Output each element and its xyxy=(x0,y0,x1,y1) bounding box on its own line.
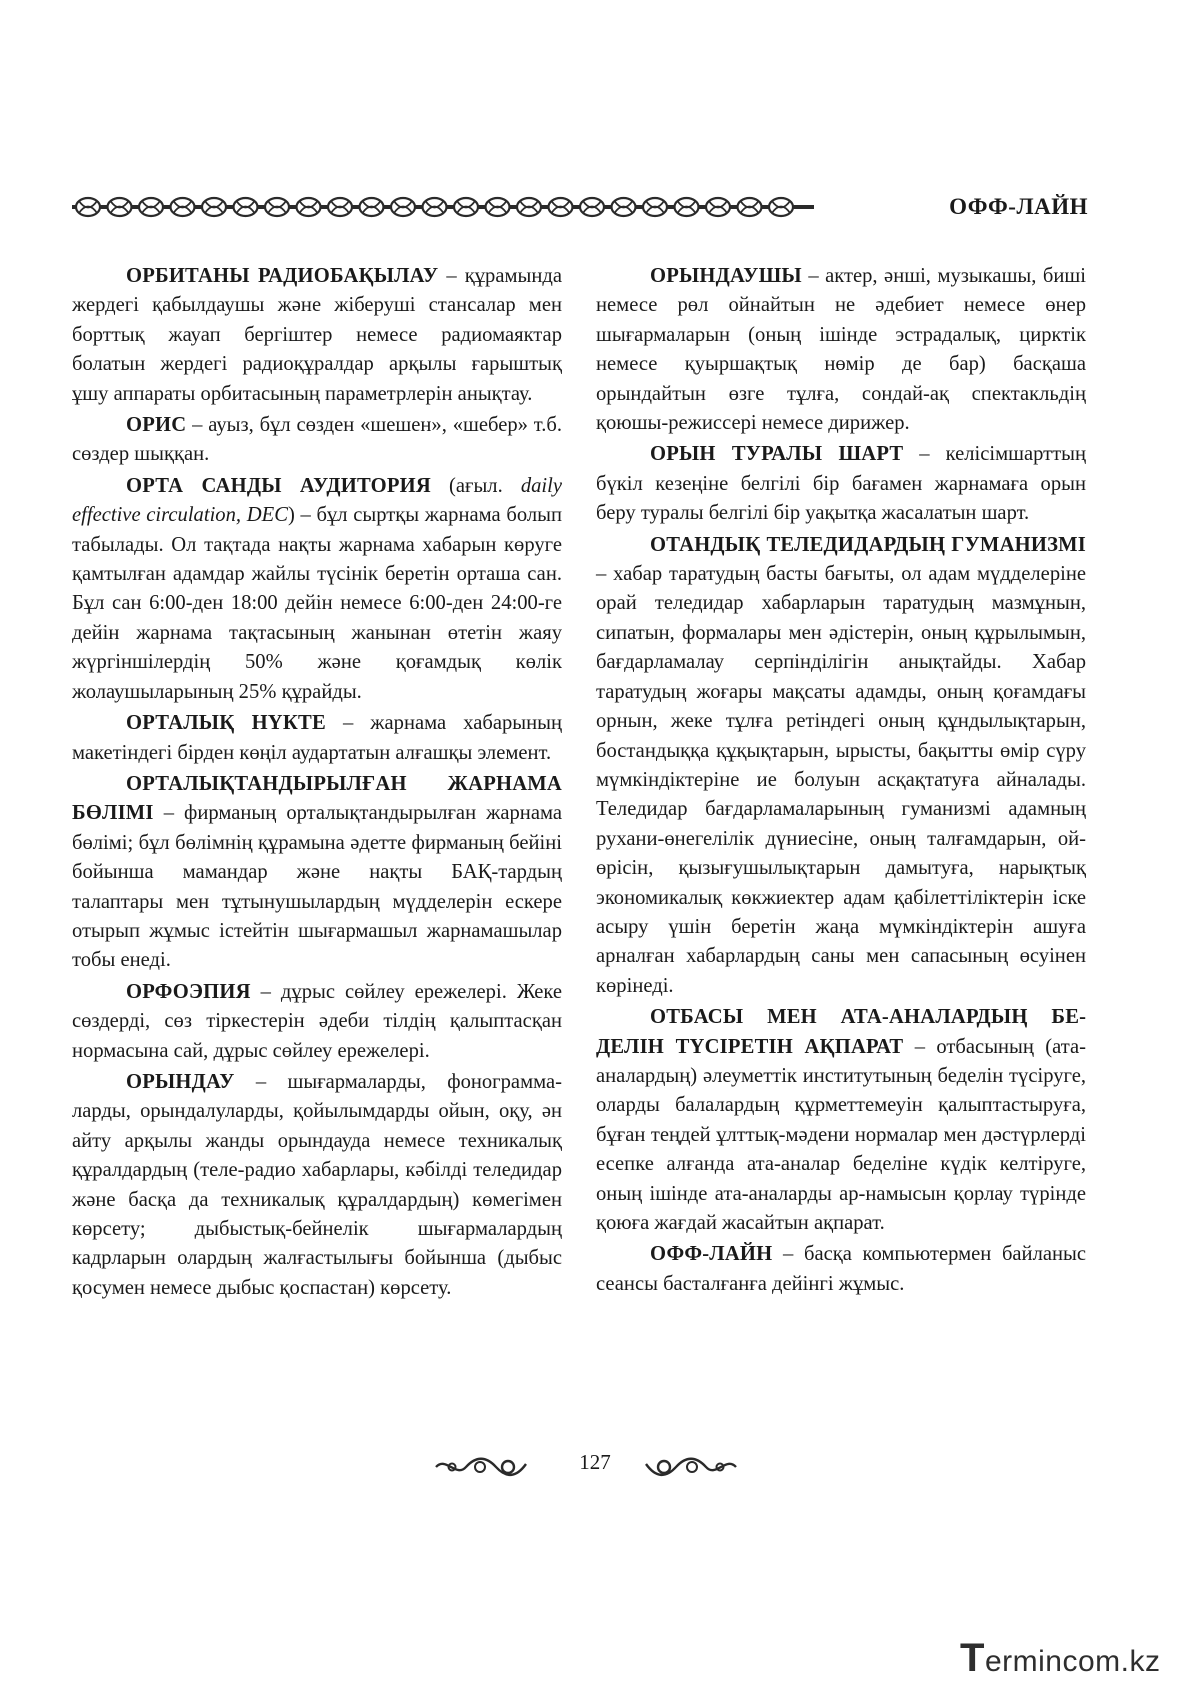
dictionary-entry xyxy=(72,472,562,707)
dictionary-entry xyxy=(72,262,562,409)
dictionary-entry xyxy=(72,770,562,976)
left-column xyxy=(72,262,562,1305)
watermark-text: ermincom.kz xyxy=(984,1645,1161,1678)
site-watermark xyxy=(960,1636,1160,1681)
entry-definition: (ағыл. daily effective circulation, DEC) – бұл сыртқы жарнама болып табылады. Ол тақтада нақты жарнама хабарын көруге қамтылған адамдар жайлы түсінік беретін орташа сан. Бұл сан 6:00-ден 18:00 дейін немесе 6:00-ден 24:00-ге дейін жарнама тақтасының жанынан өтетін жаяу жүргіншілердің 50% және қоғамдық көлік жолаушыларының 25% құрайды. xyxy=(72,474,562,703)
dictionary-entry xyxy=(72,1068,562,1303)
dictionary-entry xyxy=(72,411,562,470)
entry-definition: – хабар таратудың басты бағыты, ол адам мүдделеріне орай теледидар хабарларын таратудың мазмұнын, сипатын, формалары мен әдістерін, оның құрылымын, бағдарламалау серпінділігін анықтайды. Хабар таратудың жоғары мақсаты адамды, оның қоғамдағы орнын, жеке тұлға ретіндегі оның құндылықтарын, бостандыққа құқықтарын, ырысты, бақытты өмір сүру мүмкіндіктеріне ие болуын асқақтатуға айналады. Теледидар бағдарламаларының гуманизмі адамның рухани-өнегелілік дүниесіне, оның талғамдарын, ой-өрісін, қызығушылықтарын дамытуға, нарықтық экономикалық көкжиектер адам қабілеттіліктерін іске асыру үшін беретін жаңа мүмкіндіктерін ашуға арналған хабарлардың саны мен сапасының өсуінен көрінеді. xyxy=(596,563,1086,997)
dictionary-entry xyxy=(596,262,1086,438)
right-column xyxy=(596,262,1086,1301)
entry-definition: – актер, әнші, музыкашы, биші немесе рөл ойнайтын не әдебиет немесе өнер шығармаларын (оның ішінде эстрадалық, цирктік немесе қуыршақтық нөмір де бар) басқаша орындайтын өзге тұлға, сондай-ақ спектакльдің қоюшы-режиссері немесе дирижер. xyxy=(596,265,1086,435)
entry-definition: – шығармаларды, фонограммаларды, орындалуларды, қойылымдарды ойын, оқу, ән айту арқылы жанды орындауда немесе техникалық құралдардың (теле-радио хабарлары, кәбілді теледидар және басқа да техникалық құралдардың) көмегімен көрсету; дыбыстық-бейнелік шығармалардың кадрларын олардың жалғастылығы бойынша (дыбыс қосумен немесе дыбыс қоспастан) көрсету. xyxy=(72,1070,562,1299)
dictionary-entry xyxy=(596,531,1086,1002)
watermark-initial: T xyxy=(960,1636,985,1680)
entry-term: ОТАНДЫҚ ТЕЛЕДИДАРДЫҢ ГУМАНИЗМІ xyxy=(650,533,1086,556)
entry-definition: – жарнама хабарының макетіндегі бірден көңіл аудартатын алғашқы элемент. xyxy=(72,712,562,764)
swirl-ornament-icon xyxy=(640,1454,740,1480)
entry-term: ОФФ-ЛАЙН xyxy=(650,1243,773,1266)
page-footer xyxy=(0,1448,1191,1488)
entry-term: ОТБАСЫ МЕН АТА-АНАЛАРДЫҢ БЕДЕЛІН ТҮСІРЕТІН АҚПАРАТ xyxy=(596,1006,1086,1058)
entry-definition: – ауыз, бұл сөзден «шешен», «шебер» т.б. сөздер шыққан. xyxy=(72,414,562,466)
swirl-ornament-icon xyxy=(432,1454,532,1480)
celtic-knot-border-icon xyxy=(72,194,814,220)
dictionary-entry xyxy=(596,1240,1086,1299)
entry-term: ОРТАЛЫҚ НҮКТЕ xyxy=(126,712,326,735)
entry-term: ОРЫН ТУРАЛЫ ШАРТ xyxy=(650,443,904,466)
dictionary-entry xyxy=(72,709,562,768)
entry-term: ОРБИТАНЫ РАДИОБАҚЫЛАУ xyxy=(126,265,439,287)
dictionary-entry xyxy=(596,1003,1086,1238)
entry-definition: – басқа компьютермен байланыс сеансы басталғанға дейінгі жұмыс. xyxy=(596,1243,1086,1295)
running-head: ОФФ-ЛАЙН xyxy=(949,194,1088,219)
entry-term: ОРФОЭПИЯ xyxy=(126,980,251,1003)
entry-definition: – фирманың орталықтандырылған жарнама бөлімі; бұл бөлімнің құрамына әдетте фирманың бейіні бойынша мамандар және нақты БАҚ-тардың талаптары мен тұтынушылардың мүдделерін ескере отырып жұмыс істейтін шығармашыл жарнамашылар тобы енеді. xyxy=(72,802,562,972)
entry-term: ОРЫНДАУ xyxy=(126,1070,235,1093)
entry-definition: – дұрыс сөйлеу ережелері. Жеке сөздерді, сөз тіркестерін әдеби тілдің қалыптасқан нормасына сай, дұрыс сөйлеу ережелері. xyxy=(72,980,562,1062)
dictionary-entry xyxy=(596,440,1086,528)
entry-term: ОРТАЛЫҚТАНДЫРЫЛҒАН ЖАРНАМА БӨЛІМІ xyxy=(72,772,562,825)
page-header xyxy=(72,190,1088,226)
entry-term: ОРТА САНДЫ АУДИТОРИЯ xyxy=(126,474,431,497)
dictionary-entry xyxy=(72,978,562,1066)
entry-definition: – отбасының (ата-аналардың) әлеуметтік институтының беделін түсіруге, оларды балалардың құрметтемеуін қалыптастыруға, бұған теңдей ұлттық-мәдени нормалар мен дәстүрлерді есепке алғанда ата-аналар беделіне күдік келтіруге, оның ішінде ата-аналарды ар-намысын қорлау түрінде қоюға жағдай жасайтын ақпарат. xyxy=(596,1035,1086,1234)
entry-definition: – келісімшарттың бүкіл кезеңіне белгілі бір бағамен жарнамаға орын беру туралы белгілі бір уақытқа жасалатын шарт. xyxy=(596,443,1086,525)
entry-term: ОРИС xyxy=(126,414,187,437)
page-number: 127 xyxy=(579,1450,611,1474)
entry-term: ОРЫНДАУШЫ xyxy=(650,265,802,287)
entry-definition: – құрамында жердегі қабылдаушы және жіберуші стансалар мен борттық жауап бергіштер немесе радиомаяктар болатын жердегі радиоқұралдар арқылы ғарыштық ұшу аппараты орбитасының параметрлерін анықтау. xyxy=(72,265,562,405)
